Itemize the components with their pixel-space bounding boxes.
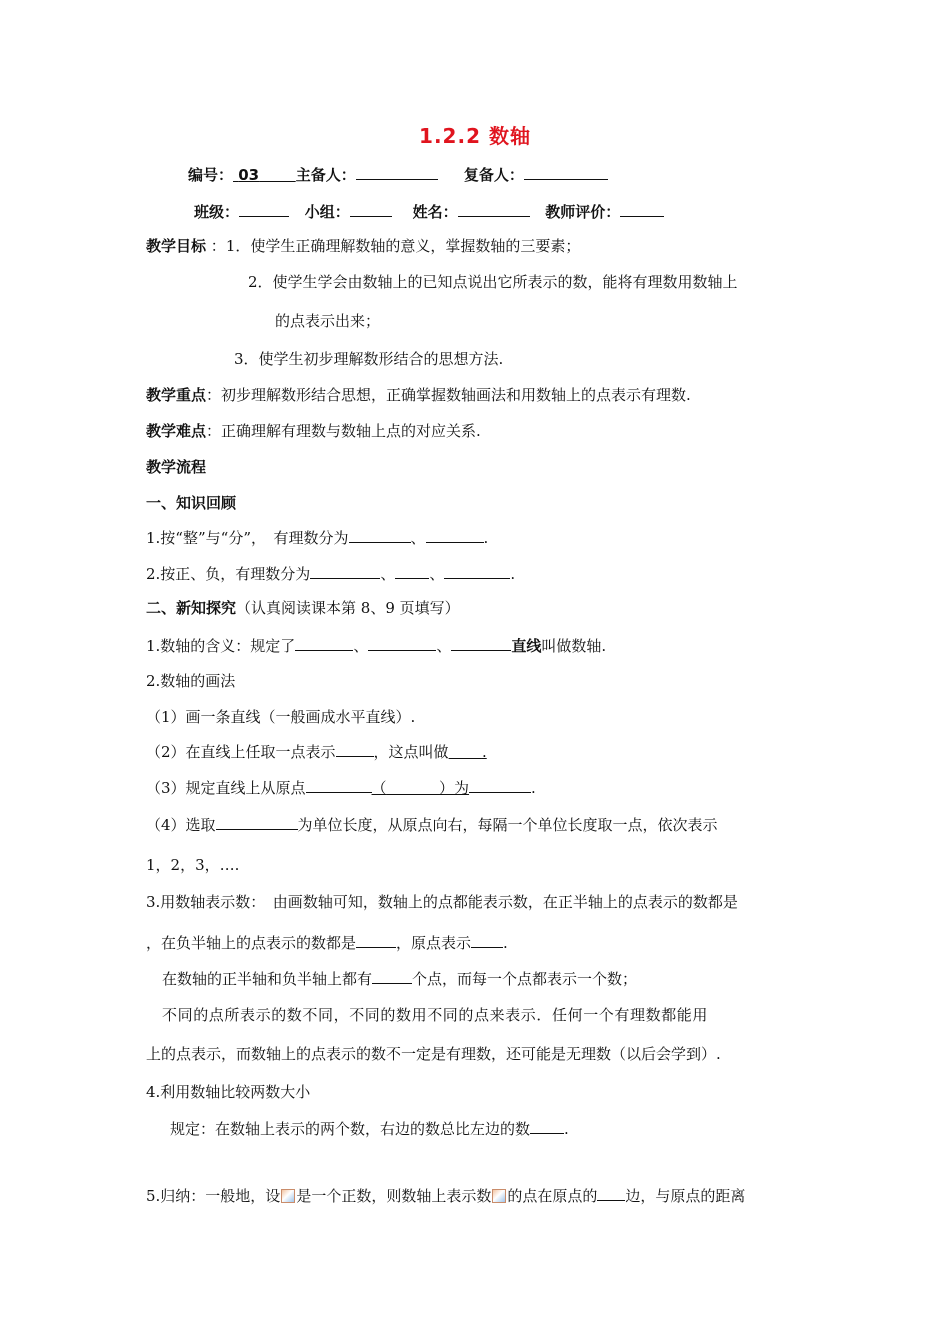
q1-text: 1.按“整”与“分”， 有理数分为 bbox=[146, 529, 349, 547]
goal-2a: 2．使学生学会由数轴上的已知点说出它所表示的数，能将有理数用数轴上 bbox=[248, 273, 738, 291]
difficulty-text: ：正确理解有理数与数轴上点的对应关系. bbox=[206, 422, 481, 440]
difficulty-label: 教学难点 bbox=[146, 422, 207, 440]
s3-blank-1[interactable] bbox=[306, 778, 372, 793]
class-label: 班级： bbox=[194, 203, 240, 221]
class-blank[interactable] bbox=[239, 202, 289, 217]
q2-sep-1: 、 bbox=[380, 565, 396, 583]
meta-row-1 bbox=[188, 165, 608, 185]
p3-e: 上的点表示，而数轴上的点表示的数不一定是有理数，还可能是无理数（以后会学到）. bbox=[146, 1045, 721, 1063]
reviewer-label: 复备人： bbox=[463, 166, 524, 184]
goal-2b: 的点表示出来； bbox=[275, 312, 381, 330]
p3b-blank-2[interactable] bbox=[471, 933, 503, 948]
goals-line-1 bbox=[146, 236, 580, 256]
p3b-text: ，在负半轴上的点表示的数都是 bbox=[146, 934, 357, 952]
p5-text-c: 的点在原点的 bbox=[507, 1187, 598, 1205]
p4-rule bbox=[170, 1119, 569, 1139]
author-label: 主备人： bbox=[295, 166, 356, 184]
process-heading: 教学流程 bbox=[146, 458, 207, 476]
p1 bbox=[146, 636, 606, 656]
p3-c bbox=[162, 969, 637, 989]
page-title: 1.2.2 数轴 bbox=[419, 124, 531, 148]
step-4-cont: 1，2，3，…. bbox=[146, 856, 240, 874]
p4: 4.利用数轴比较两数大小 bbox=[146, 1083, 311, 1101]
q2-blank-1[interactable] bbox=[310, 564, 380, 579]
p3c-post: 个点，而每一个点都表示一个数； bbox=[412, 970, 638, 988]
section2-heading: 二、新知探究 bbox=[146, 599, 237, 617]
reviewer-blank[interactable] bbox=[524, 165, 608, 180]
author-blank[interactable] bbox=[356, 165, 438, 180]
name-blank[interactable] bbox=[458, 202, 530, 217]
goal-3: 3．使学生初步理解数形结合的思想方法. bbox=[234, 350, 504, 368]
key-label: 教学重点 bbox=[146, 386, 207, 404]
q2-blank-2[interactable] bbox=[395, 564, 429, 579]
p1-end: 叫做数轴. bbox=[541, 637, 607, 655]
number-value bbox=[233, 166, 296, 184]
number-value-text: 03 bbox=[238, 166, 260, 184]
group-label: 小组： bbox=[304, 203, 350, 221]
section1-q2 bbox=[146, 564, 515, 584]
s3-paren[interactable] bbox=[372, 779, 469, 797]
p5-text-b: 是一个正数，则数轴上表示数 bbox=[296, 1187, 492, 1205]
s3-open: （ bbox=[371, 779, 387, 797]
s4-post: 为单位长度，从原点向右，每隔一个单位长度取一点，依次表示 bbox=[297, 816, 718, 834]
p1-blank-2[interactable] bbox=[368, 636, 436, 651]
s2-text: （2）在直线上任取一点表示 bbox=[146, 743, 336, 761]
q2-end: . bbox=[510, 565, 516, 583]
p3-a: 3.用数轴表示数： 由画数轴可知，数轴上的点都能表示数，在正半轴上的点表示的数都是 bbox=[146, 893, 738, 911]
step-2 bbox=[146, 742, 487, 762]
s3-blank-2[interactable] bbox=[469, 778, 531, 793]
number-label: 编号： bbox=[188, 166, 234, 184]
p2: 2.数轴的画法 bbox=[146, 672, 236, 690]
step-3 bbox=[146, 778, 536, 798]
difficulty bbox=[146, 421, 481, 441]
s2-mid: ，这点叫做 bbox=[373, 743, 449, 761]
q2-text: 2.按正、负，有理数分为 bbox=[146, 565, 311, 583]
p1-blank-3[interactable] bbox=[451, 636, 511, 651]
s4-blank[interactable] bbox=[216, 815, 298, 830]
formula-image-icon bbox=[281, 1189, 295, 1203]
s4-text: （4）选取 bbox=[146, 816, 216, 834]
section2-heading-line bbox=[146, 598, 460, 618]
eval-blank[interactable] bbox=[620, 202, 664, 217]
p5 bbox=[146, 1186, 745, 1206]
p1-blank-1[interactable] bbox=[295, 636, 353, 651]
section2-note: （认真阅读课本第 8、9 页填写） bbox=[236, 599, 460, 617]
section1-q1 bbox=[146, 528, 488, 548]
p1-text: 1.数轴的含义：规定了 bbox=[146, 637, 296, 655]
formula-image-icon bbox=[492, 1189, 506, 1203]
p3-d: 不同的点所表示的数不同，不同的数用不同的点来表示．任何一个有理数都能用 bbox=[162, 1006, 709, 1024]
s3-end: . bbox=[531, 779, 536, 797]
step-4 bbox=[146, 815, 718, 835]
p1-sep-2: 、 bbox=[436, 637, 452, 655]
goals-label: 教学目标 bbox=[146, 237, 207, 255]
s2-end: . bbox=[481, 743, 487, 761]
p5-blank[interactable] bbox=[597, 1186, 625, 1201]
p4-rule-end: . bbox=[564, 1120, 569, 1138]
goal-1: 1．使学生正确理解数轴的意义，掌握数轴的三要素； bbox=[225, 237, 581, 255]
p3b-blank-1[interactable] bbox=[356, 933, 396, 948]
section1-heading: 一、知识回顾 bbox=[146, 494, 237, 512]
eval-label: 教师评价： bbox=[545, 203, 621, 221]
s2-blank-2[interactable] bbox=[449, 743, 487, 761]
p1-sep-1: 、 bbox=[353, 637, 369, 655]
p4-rule-text: 规定：在数轴上表示的两个数，右边的数总比左边的数 bbox=[170, 1120, 531, 1138]
p1-bold: 直线 bbox=[511, 637, 542, 655]
meta-row-2 bbox=[194, 202, 664, 222]
q1-blank-2[interactable] bbox=[426, 528, 484, 543]
name-label: 姓名： bbox=[412, 203, 458, 221]
s2-blank-1[interactable] bbox=[336, 742, 374, 757]
p3c-text: 在数轴的正半轴和负半轴上都有 bbox=[162, 970, 373, 988]
step-1: （1）画一条直线（一般画成水平直线）. bbox=[146, 708, 416, 726]
goals-sep: ： bbox=[210, 237, 226, 255]
key-text: ：初步理解数形结合思想，正确掌握数轴画法和用数轴上的点表示有理数. bbox=[206, 386, 691, 404]
s3-close: ）为 bbox=[439, 779, 470, 797]
q1-sep: 、 bbox=[410, 529, 426, 547]
q1-end: . bbox=[483, 529, 489, 547]
q1-blank-1[interactable] bbox=[349, 528, 411, 543]
p3b-end: . bbox=[503, 934, 508, 952]
s3-text: （3）规定直线上从原点 bbox=[146, 779, 306, 797]
p5-text-a: 5.归纳：一般地，设 bbox=[146, 1187, 281, 1205]
group-blank[interactable] bbox=[350, 202, 392, 217]
q2-blank-3[interactable] bbox=[444, 564, 510, 579]
p4-rule-blank[interactable] bbox=[530, 1119, 564, 1134]
p3b-mid: ，原点表示 bbox=[396, 934, 472, 952]
p3-b bbox=[146, 933, 508, 953]
p5-text-d: 边，与原点的距离 bbox=[625, 1187, 746, 1205]
key-point bbox=[146, 385, 691, 405]
q2-sep-2: 、 bbox=[429, 565, 445, 583]
p3c-blank[interactable] bbox=[372, 969, 412, 984]
